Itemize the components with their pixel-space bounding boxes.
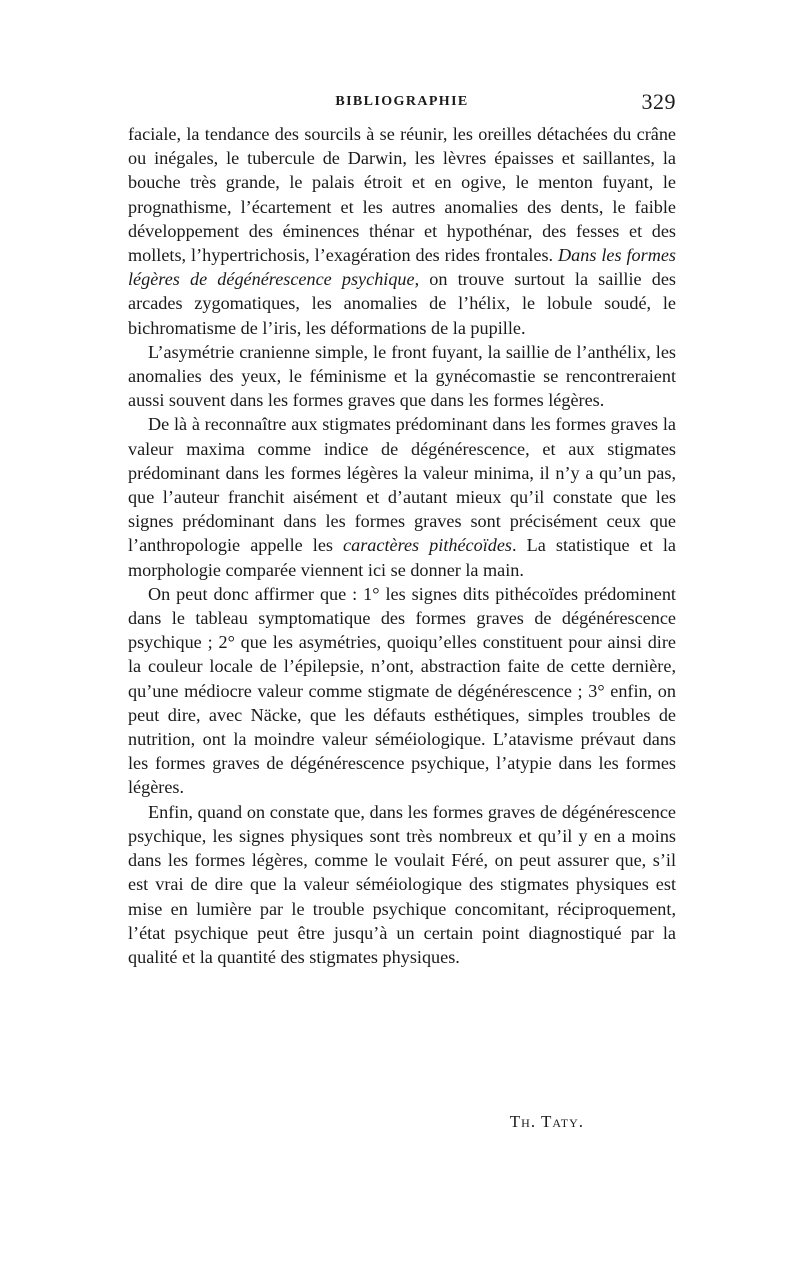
text-run: L’asymétrie cranienne simple, le front fuyant, la saillie de l’anthélix, les anomalies des yeux, le féminisme et la gynécomastie se rencontreraient aussi souvent dans les formes graves que dans les formes légères. — [128, 341, 676, 411]
signature-block — [128, 1112, 676, 1132]
page-number: 329 — [641, 89, 676, 114]
running-title: BIBLIOGRAPHIE — [335, 94, 469, 109]
paragraph-p5 — [128, 800, 676, 969]
text-run: , on trouve surtout la saillie des arcades zygomatiques, les anomalies de l’hélix, le lobule soudé, le bichromatisme de l’iris, les déformations de la pupille. — [128, 269, 676, 338]
text-run: Enfin, quand on constate que, dans les formes graves de dégénérescence psychique, les signes physiques sont très nombreux et qu’il y en a moins dans les formes légères, comme le voulait Féré, on peut assurer que, s’il est vrai de dire que la valeur séméiologique des stigmates physiques est mise en lumière par le trouble psychique concomitant, réciproquement, l’état psychique peut être jusqu’à un certain point diagnostiqué par la qualité et la quantité des stigmates physiques. — [128, 801, 676, 967]
page-header — [128, 90, 676, 114]
paragraph-p2 — [128, 340, 676, 413]
text-run: On peut donc affirmer que : 1° les signes dits pithécoïdes prédominent dans le tableau symptomatique des formes graves de dégénérescence psychique ; 2° que les asymétries, quoiqu’elles constituent pour ainsi dire la couleur locale de l’épilepsie, n’ont, abstraction faite de cette dernière, qu’une médiocre valeur comme stigmate de dégénérescence ; 3° enfin, on peut dire, avec Näcke, que les défauts esthétiques, simples troubles de nutrition, ont la moindre valeur séméiologique. L’atavisme prévaut dans les formes graves de dégénérescence psychique, l’atypie dans les formes légères. — [128, 583, 676, 798]
author-signature: Th. Taty. — [509, 1112, 584, 1131]
paragraph-p1 — [128, 122, 676, 340]
text-run: . La statistique et la morphologie comparée viennent ici se donner la main. — [128, 535, 676, 580]
text-run: De là à reconnaître aux stigmates prédominant dans les formes graves la valeur maxima comme indice de dégénérescence, et aux stigmates prédominant dans les formes légères la valeur minima, il n’y a qu’un pas, que l’auteur franchit aisément et d’autant mieux qu’il constate que les signes prédominant dans les formes graves sont précisément ceux que l’anthropologie appelle les — [128, 414, 676, 556]
body-text — [128, 122, 676, 969]
text-run: faciale, la tendance des sourcils à se réunir, les oreilles détachées du crâne ou inégales, le tubercule de Darwin, les lèvres épaisses et saillantes, la bouche très grande, le palais étroit et en ogive, le menton fuyant, le prognathisme, l’écartement et les autres anomalies des dents, le faible développement des éminences thénar et hypothénar, des fesses et des mollets, l’hypertrichosis, l’exagération des rides frontales. — [128, 124, 676, 266]
paragraph-p4 — [128, 582, 676, 800]
italic-phrase: Dans les formes légères de dégénérescence psychique — [128, 245, 676, 290]
italic-phrase: caractères pithécoïdes — [343, 535, 513, 556]
paragraph-p3 — [128, 412, 676, 581]
